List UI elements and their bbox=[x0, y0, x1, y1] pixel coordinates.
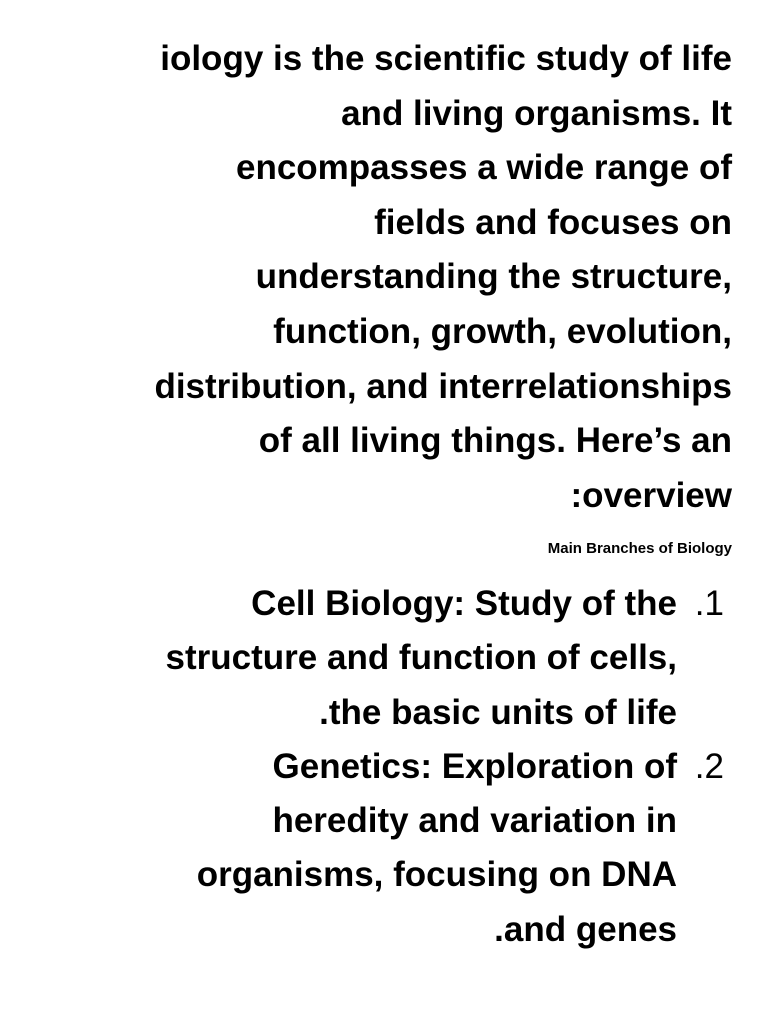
intro-line: and living organisms. It bbox=[341, 93, 732, 133]
list-item bbox=[40, 577, 732, 740]
intro-line: function, growth, evolution, bbox=[273, 311, 732, 351]
list-item-text bbox=[40, 577, 677, 740]
intro-line: understanding the structure, bbox=[255, 257, 732, 297]
list-item-line: heredity and variation in bbox=[272, 801, 677, 841]
list-item-number: .2 bbox=[694, 746, 724, 786]
intro-paragraph bbox=[40, 32, 732, 523]
list-item-number: .1 bbox=[694, 584, 724, 623]
list-item-line: structure and function of cells, bbox=[165, 638, 677, 678]
list-item-line: .and genes bbox=[494, 909, 677, 949]
list-item bbox=[40, 740, 732, 957]
intro-line: fields and focuses on bbox=[374, 202, 732, 242]
intro-line: distribution, and interrelationships bbox=[154, 366, 732, 406]
section-heading: Main Branches of Biology bbox=[547, 540, 732, 557]
list-item-line: Genetics: Exploration of bbox=[272, 746, 677, 786]
intro-line: :overview bbox=[570, 475, 732, 515]
intro-line: of all living things. Here’s an bbox=[258, 421, 732, 461]
list-item-line: organisms, focusing on DNA bbox=[196, 855, 677, 895]
intro-line: encompasses a wide range of bbox=[235, 148, 732, 188]
list-item-line: .the basic units of life bbox=[319, 692, 677, 732]
list-item-text bbox=[40, 740, 677, 957]
branch-list bbox=[40, 577, 732, 957]
list-item-line: Cell Biology: Study of the bbox=[251, 584, 677, 623]
intro-line: iology is the scientific study of life bbox=[160, 39, 732, 78]
